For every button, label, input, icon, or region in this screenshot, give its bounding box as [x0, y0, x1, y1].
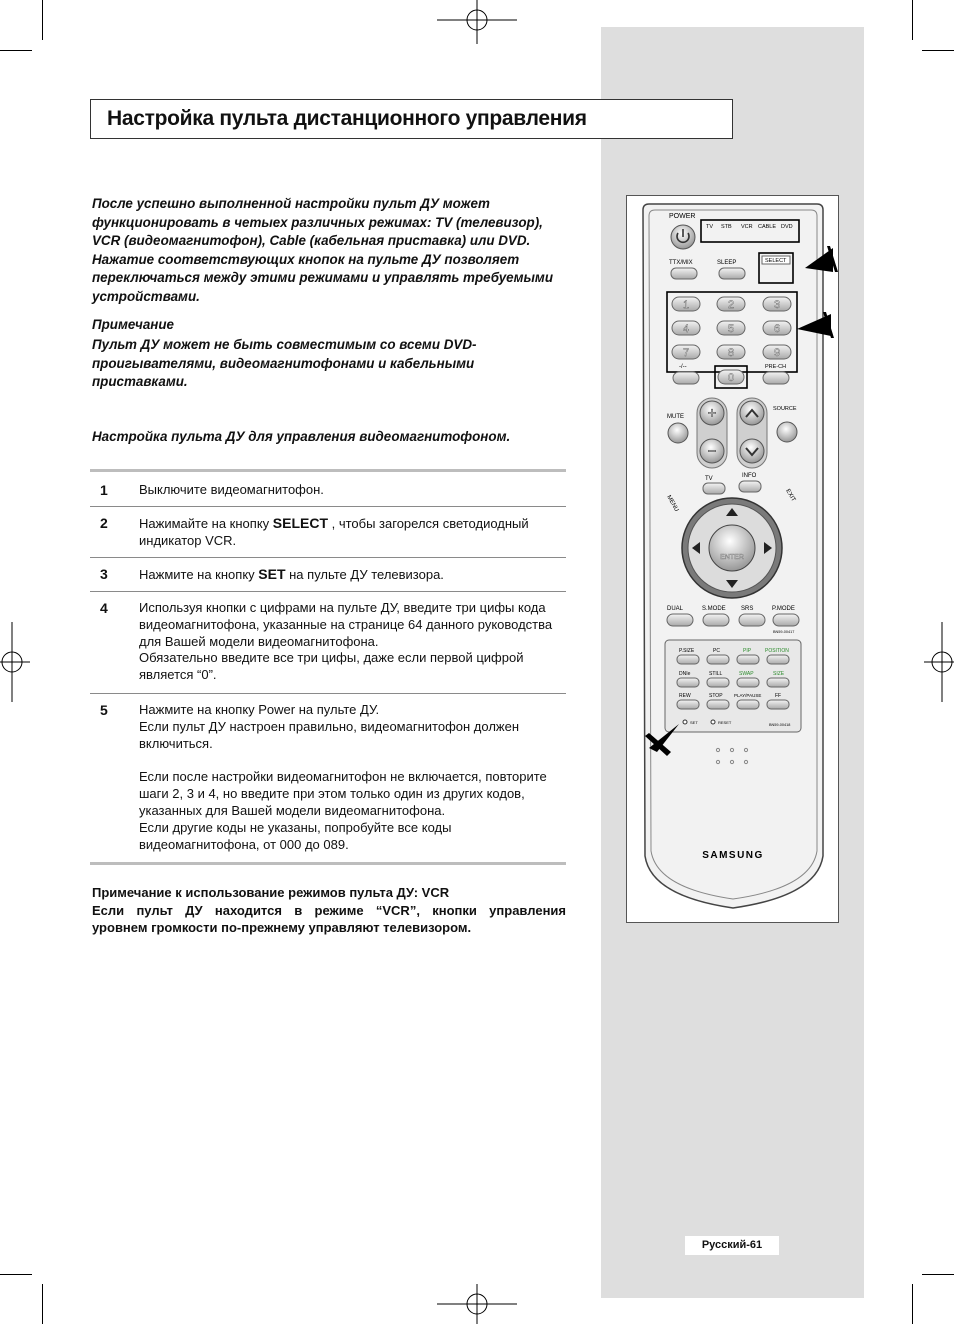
step-number: 5	[100, 702, 108, 718]
step-number: 4	[100, 600, 108, 616]
sleep-label: SLEEP	[717, 260, 737, 266]
registration-mark	[437, 1284, 517, 1324]
step-text-line: Если пульт ДУ настроен правильно, видеомагнитофон должен включиться.	[139, 718, 520, 751]
mode-vcr: VCR	[741, 224, 753, 230]
digit-2: 2	[727, 299, 735, 311]
note-heading: Примечание	[92, 317, 174, 332]
crop-mark	[912, 0, 913, 40]
sleep-button	[719, 268, 745, 279]
digit-6: 6	[773, 323, 781, 335]
step-text-post: , чтобы загорелся светодиодный индикатор VCR.	[139, 516, 529, 548]
source-label: SOURCE	[773, 406, 797, 412]
bottom-note	[92, 884, 566, 937]
dnie-label: DNIe	[679, 671, 691, 677]
crop-mark	[0, 1274, 32, 1275]
crop-mark	[912, 1284, 913, 1324]
page-title: Настройка пульта дистанционного управления	[107, 107, 587, 130]
digit-1: 1	[682, 299, 690, 311]
table-bottom-rule	[90, 862, 566, 865]
step-number: 1	[100, 482, 108, 498]
still-label: STILL	[709, 671, 723, 677]
crop-mark	[922, 1274, 954, 1275]
intro-paragraph: После успешно выполненной настройки пульт ДУ может функционировать в четыех различных режимах: TV (телевизор), VCR (видеомагнитофон), Cable (кабельная приставка) или DVD. Нажатие соответствующих кнопок на пульте ДУ позволяет переключаться между этими режимами и управлять требуемыми устройствами.	[92, 196, 554, 304]
mute-button	[668, 423, 688, 443]
registration-mark	[0, 622, 30, 702]
enter-label: ENTER	[720, 554, 744, 561]
ff-label: FF	[775, 693, 782, 699]
select-label: SELECT	[765, 258, 787, 264]
size-label: SIZE	[773, 671, 785, 677]
reset-label: RESET	[718, 720, 732, 725]
mode-tv: TV	[706, 224, 714, 230]
step-text	[139, 566, 564, 584]
menu-label: MENU	[665, 494, 680, 513]
rew-label: REW	[679, 693, 691, 699]
digit-4: 4	[682, 323, 690, 335]
digit-8: 8	[727, 347, 735, 359]
step-number: 3	[100, 566, 108, 582]
crop-mark	[42, 1284, 43, 1324]
swap-label: SWAP	[739, 671, 754, 677]
playpause-label: PLAY/PAUSE	[734, 693, 762, 698]
pc-label: PC	[713, 648, 720, 654]
bottom-note-line: уровнем громкости по-прежнему управляют телевизором.	[92, 920, 472, 935]
stop-label: STOP	[709, 693, 723, 699]
set-label: SET	[690, 720, 698, 725]
digit-buttons	[672, 297, 791, 359]
step-text-line: Нажмите на кнопку Power на пульте ДУ.	[139, 702, 380, 717]
tv-label: TV	[705, 476, 713, 482]
key-name: SET	[258, 566, 286, 582]
step-text-line: Используя кнопки с цифрами на пульте ДУ, введите три цифы кода видеомагнитофона, указанные на странице 64 данного руководства для Вашей модели видеомагнитофона.	[139, 600, 553, 649]
info-label: INFO	[742, 473, 757, 479]
registration-mark	[437, 0, 517, 44]
step-number: 2	[100, 515, 108, 531]
note-text: Пульт ДУ может не быть совместимым со всеми DVD-проигывателями, видеомагнитофонами и кабельными приставками.	[92, 337, 477, 390]
digit-7: 7	[682, 347, 690, 359]
dual-label: DUAL	[667, 606, 684, 612]
digit-9: 9	[773, 347, 781, 359]
registration-mark	[924, 622, 954, 702]
prech-label: PRE-CH	[765, 364, 787, 370]
bottom-note-heading: Примечание к использование режимов пульта ДУ: VCR	[92, 885, 450, 900]
crop-mark	[0, 50, 32, 51]
exit-label: EXIT	[784, 488, 797, 503]
step-text	[139, 702, 564, 853]
mode-dvd: DVD	[781, 224, 793, 230]
mode-stb: STB	[721, 224, 732, 230]
step-text	[139, 600, 564, 684]
ttx-button	[671, 268, 697, 279]
crop-mark	[42, 0, 43, 40]
power-label: POWER	[669, 213, 696, 220]
table-top-rule	[90, 469, 566, 472]
title-box	[90, 99, 733, 139]
digit-0: 0	[727, 372, 735, 384]
model-code-2: BN59-00418	[769, 723, 791, 727]
section-subheading: Настройка пульта ДУ для управления видеомагнитофоном.	[92, 429, 511, 444]
mode-cable: CABLE	[758, 224, 777, 230]
step-text-line: Выключите видеомагнитофон.	[139, 482, 324, 497]
row-divider	[90, 693, 566, 694]
enter-button	[709, 525, 755, 571]
brand-logo: SAMSUNG	[702, 850, 764, 861]
srs-label: SRS	[741, 606, 754, 612]
psize-label: P.SIZE	[679, 648, 695, 654]
source-button	[777, 422, 797, 442]
page-number: Русский-61	[685, 1236, 779, 1255]
crop-mark	[922, 50, 954, 51]
step-text-post: на пульте ДУ телевизора.	[285, 567, 444, 582]
bottom-note-line: Если пульт ДУ находится в режиме “VCR”, кнопки управления	[92, 902, 566, 918]
step-text-line: Если другие коды не указаны, попробуйте все коды видеомагнитофона, от 000 до 089.	[139, 819, 452, 852]
step-text-line: Обязательно введите все три цифы, даже если первой цифрой является “0”.	[139, 650, 524, 683]
step-text	[139, 482, 564, 499]
step-text-line: Если после настройки видеомагнитофон не включается, повторите шаги 2, 3 и 4, но введите при этом только один из других кодов, указанных для Вашей модели видеомагнитофона.	[139, 769, 547, 818]
ttx-label: TTX/MIX	[669, 260, 693, 266]
pip-label: PIP	[743, 648, 752, 654]
dash-label: -/--	[679, 364, 687, 370]
step-text-pre: Нажимайте на кнопку	[139, 516, 273, 531]
digit-3: 3	[773, 299, 781, 311]
position-label: POSITION	[765, 648, 789, 654]
step-text-pre: Нажмите на кнопку	[139, 567, 259, 582]
row-divider	[90, 506, 566, 507]
row-divider	[90, 591, 566, 592]
mute-label: MUTE	[667, 414, 684, 420]
svg-text:−: −	[707, 443, 717, 460]
pmode-label: P.MODE	[772, 606, 795, 612]
row-divider	[90, 557, 566, 558]
smode-label: S.MODE	[702, 606, 726, 612]
model-code-1: BN59-00417	[773, 630, 795, 634]
digit-5: 5	[727, 323, 735, 335]
remote-illustration-frame	[626, 195, 839, 923]
step-text	[139, 515, 564, 550]
remote-control-illustration	[627, 196, 838, 922]
key-name: SELECT	[272, 515, 328, 531]
svg-text:+: +	[707, 405, 717, 422]
